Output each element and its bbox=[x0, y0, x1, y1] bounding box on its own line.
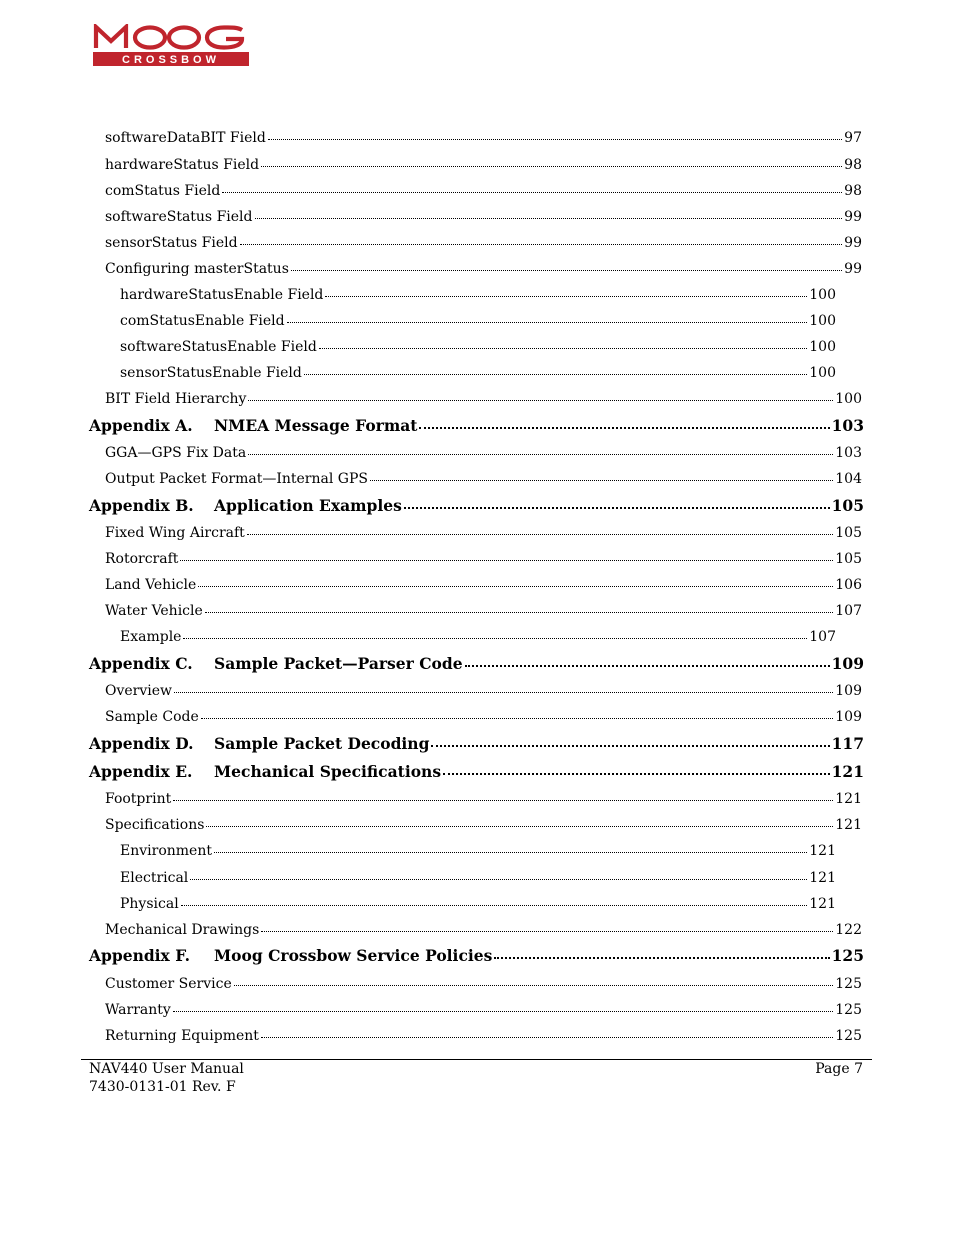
dot-leader bbox=[248, 454, 833, 455]
dot-leader bbox=[206, 826, 833, 827]
toc-entry-title: comStatus Field bbox=[105, 183, 221, 199]
toc-entry[interactable] bbox=[105, 183, 862, 199]
toc-entry-title: Rotorcraft bbox=[105, 551, 179, 567]
toc-entry-label bbox=[89, 762, 441, 781]
toc-page-number: 107 bbox=[835, 603, 862, 619]
toc-appendix-number: Appendix D. bbox=[89, 734, 194, 753]
toc-page-number: 125 bbox=[835, 976, 862, 992]
dot-leader bbox=[261, 931, 833, 932]
toc-entry-title: softwareStatusEnable Field bbox=[120, 339, 317, 355]
toc-appendix-entry[interactable] bbox=[89, 762, 864, 781]
toc-appendix-number: Appendix C. bbox=[89, 654, 193, 673]
toc-page-number: 105 bbox=[835, 525, 862, 541]
toc-entry-title: NMEA Message Format bbox=[214, 416, 418, 435]
toc-entry[interactable] bbox=[105, 1028, 862, 1044]
toc-page-number: 100 bbox=[809, 287, 836, 303]
toc-entry[interactable] bbox=[105, 157, 862, 173]
toc-entry-title: Physical bbox=[120, 896, 179, 912]
dot-leader bbox=[240, 244, 843, 245]
toc-entry[interactable] bbox=[105, 791, 862, 807]
toc-page-number: 109 bbox=[835, 683, 862, 699]
toc-entry-title: softwareDataBIT Field bbox=[105, 130, 266, 146]
toc-entry[interactable] bbox=[105, 577, 862, 593]
toc-entry[interactable] bbox=[105, 683, 862, 699]
dot-leader bbox=[325, 296, 807, 297]
toc-entry-title: Moog Crossbow Service Policies bbox=[214, 946, 493, 965]
toc-page-number: 98 bbox=[844, 183, 862, 199]
dot-leader bbox=[198, 586, 833, 587]
toc-entry[interactable] bbox=[105, 709, 862, 725]
toc-page-number: 109 bbox=[831, 654, 864, 673]
toc-entry-title: Returning Equipment bbox=[105, 1028, 259, 1044]
footer-divider bbox=[81, 1059, 872, 1060]
footer-manual-title: NAV440 User Manual bbox=[89, 1061, 244, 1077]
toc-entry-title: Environment bbox=[120, 843, 212, 859]
dot-leader bbox=[255, 218, 843, 219]
dot-leader bbox=[180, 560, 833, 561]
toc-entry-title: Footprint bbox=[105, 791, 172, 807]
toc-entry-label bbox=[89, 416, 417, 435]
toc-page-number: 97 bbox=[844, 130, 862, 146]
toc-entry-title: Example bbox=[120, 629, 182, 645]
toc-page-number: 105 bbox=[835, 551, 862, 567]
toc-page-number: 121 bbox=[809, 870, 836, 886]
toc-entry-label bbox=[89, 496, 402, 515]
moog-crossbow-logo bbox=[92, 24, 250, 68]
dot-leader bbox=[419, 427, 829, 429]
toc-entry-title: Output Packet Format—Internal GPS bbox=[105, 471, 368, 487]
dot-leader bbox=[248, 400, 833, 401]
toc-entry-title: BIT Field Hierarchy bbox=[105, 391, 247, 407]
toc-entry-title: sensorStatus Field bbox=[105, 235, 238, 251]
footer-doc-number: 7430-0131-01 Rev. F bbox=[89, 1079, 236, 1095]
toc-entry[interactable] bbox=[120, 313, 836, 329]
toc-page-number: 107 bbox=[809, 629, 836, 645]
toc-appendix-number: Appendix F. bbox=[89, 946, 191, 965]
toc-entry-title: Overview bbox=[105, 683, 173, 699]
toc-entry-label bbox=[89, 946, 492, 965]
toc-entry-title: Customer Service bbox=[105, 976, 232, 992]
toc-appendix-number: Appendix A. bbox=[89, 416, 193, 435]
dot-leader bbox=[494, 957, 829, 959]
toc-page-number: 117 bbox=[831, 734, 864, 753]
toc-page-number: 99 bbox=[844, 261, 862, 277]
dot-leader bbox=[190, 879, 807, 880]
toc-appendix-entry[interactable] bbox=[89, 654, 864, 673]
toc-entry[interactable] bbox=[105, 471, 862, 487]
toc-page-number: 98 bbox=[844, 157, 862, 173]
toc-page-number: 103 bbox=[835, 445, 862, 461]
toc-entry[interactable] bbox=[105, 525, 862, 541]
toc-appendix-number: Appendix E. bbox=[89, 762, 193, 781]
dot-leader bbox=[304, 374, 807, 375]
dot-leader bbox=[443, 773, 830, 775]
toc-entry[interactable] bbox=[120, 896, 836, 912]
toc-page-number: 121 bbox=[831, 762, 864, 781]
toc-entry-title: Warranty bbox=[105, 1002, 171, 1018]
toc-entry[interactable] bbox=[105, 391, 862, 407]
toc-entry-title: Sample Packet Decoding bbox=[214, 734, 430, 753]
dot-leader bbox=[268, 139, 842, 140]
dot-leader bbox=[181, 905, 808, 906]
toc-entry-title: softwareStatus Field bbox=[105, 209, 253, 225]
toc-entry[interactable] bbox=[105, 261, 862, 277]
toc-page-number: 125 bbox=[831, 946, 864, 965]
toc-page-number: 104 bbox=[835, 471, 862, 487]
dot-leader bbox=[247, 534, 833, 535]
dot-leader bbox=[234, 985, 834, 986]
toc-appendix-entry[interactable] bbox=[89, 496, 864, 515]
toc-entry[interactable] bbox=[120, 339, 836, 355]
toc-entry-title: hardwareStatus Field bbox=[105, 157, 260, 173]
dot-leader bbox=[174, 692, 833, 693]
toc-entry[interactable] bbox=[120, 365, 836, 381]
dot-leader bbox=[214, 852, 807, 853]
toc-entry-title: Sample Packet—Parser Code bbox=[214, 654, 463, 673]
dot-leader bbox=[404, 507, 830, 509]
toc-appendix-entry[interactable] bbox=[89, 416, 864, 435]
dot-leader bbox=[201, 718, 833, 719]
dot-leader bbox=[183, 638, 807, 639]
toc-entry[interactable] bbox=[105, 1002, 862, 1018]
toc-entry[interactable] bbox=[105, 817, 862, 833]
toc-entry[interactable] bbox=[105, 603, 862, 619]
toc-page-number: 121 bbox=[835, 817, 862, 833]
toc-page-number: 106 bbox=[835, 577, 862, 593]
toc-entry-label bbox=[89, 734, 429, 753]
dot-leader bbox=[173, 800, 833, 801]
toc-entry-title: Fixed Wing Aircraft bbox=[105, 525, 245, 541]
toc-entry-title: Sample Code bbox=[105, 709, 199, 725]
dot-leader bbox=[287, 322, 808, 323]
dot-leader bbox=[465, 665, 830, 667]
toc-entry-title: Mechanical Drawings bbox=[105, 922, 260, 938]
toc-entry[interactable] bbox=[105, 976, 862, 992]
toc-page-number: 103 bbox=[831, 416, 864, 435]
toc-page-number: 105 bbox=[831, 496, 864, 515]
toc-page-number: 125 bbox=[835, 1002, 862, 1018]
toc-page-number: 100 bbox=[809, 339, 836, 355]
toc-entry-title: Application Examples bbox=[214, 496, 402, 515]
toc-entry-title: Mechanical Specifications bbox=[214, 762, 442, 781]
toc-entry[interactable] bbox=[105, 551, 862, 567]
toc-entry-title: Water Vehicle bbox=[105, 603, 203, 619]
toc-page-number: 121 bbox=[809, 843, 836, 859]
toc-appendix-entry[interactable] bbox=[89, 734, 864, 753]
toc-entry[interactable] bbox=[105, 130, 862, 146]
toc-page-number: 100 bbox=[809, 313, 836, 329]
toc-entry[interactable] bbox=[105, 209, 862, 225]
toc-page-number: 99 bbox=[844, 235, 862, 251]
toc-entry-title: sensorStatusEnable Field bbox=[120, 365, 302, 381]
toc-entry-title: hardwareStatusEnable Field bbox=[120, 287, 324, 303]
toc-entry[interactable] bbox=[105, 235, 862, 251]
footer-page-number: Page 7 bbox=[815, 1061, 863, 1077]
dot-leader bbox=[431, 745, 829, 747]
svg-text:CROSSBOW: CROSSBOW bbox=[122, 54, 220, 66]
toc-entry[interactable] bbox=[120, 843, 836, 859]
toc-entry-title: Configuring masterStatus bbox=[105, 261, 289, 277]
toc-entry-title: GGA—GPS Fix Data bbox=[105, 445, 247, 461]
toc-entry-title: comStatusEnable Field bbox=[120, 313, 285, 329]
toc-page-number: 122 bbox=[835, 922, 862, 938]
toc-entry-title: Specifications bbox=[105, 817, 205, 833]
toc-entry[interactable] bbox=[120, 287, 836, 303]
toc-appendix-number: Appendix B. bbox=[89, 496, 194, 515]
toc-page-number: 121 bbox=[809, 896, 836, 912]
toc-entry[interactable] bbox=[105, 922, 862, 938]
dot-leader bbox=[261, 166, 842, 167]
dot-leader bbox=[205, 612, 833, 613]
dot-leader bbox=[222, 192, 842, 193]
toc-page-number: 100 bbox=[835, 391, 862, 407]
dot-leader bbox=[319, 348, 807, 349]
toc-appendix-entry[interactable] bbox=[89, 946, 864, 965]
toc-page-number: 99 bbox=[844, 209, 862, 225]
toc-page-number: 100 bbox=[809, 365, 836, 381]
toc-page-number: 125 bbox=[835, 1028, 862, 1044]
dot-leader bbox=[173, 1011, 833, 1012]
dot-leader bbox=[370, 480, 833, 481]
toc-page-number: 121 bbox=[835, 791, 862, 807]
toc-page-number: 109 bbox=[835, 709, 862, 725]
toc-entry[interactable] bbox=[120, 870, 836, 886]
toc-entry-title: Electrical bbox=[120, 870, 189, 886]
toc-entry[interactable] bbox=[120, 629, 836, 645]
toc-entry[interactable] bbox=[105, 445, 862, 461]
toc-entry-label bbox=[89, 654, 463, 673]
dot-leader bbox=[291, 270, 842, 271]
toc-entry-title: Land Vehicle bbox=[105, 577, 197, 593]
dot-leader bbox=[261, 1037, 833, 1038]
